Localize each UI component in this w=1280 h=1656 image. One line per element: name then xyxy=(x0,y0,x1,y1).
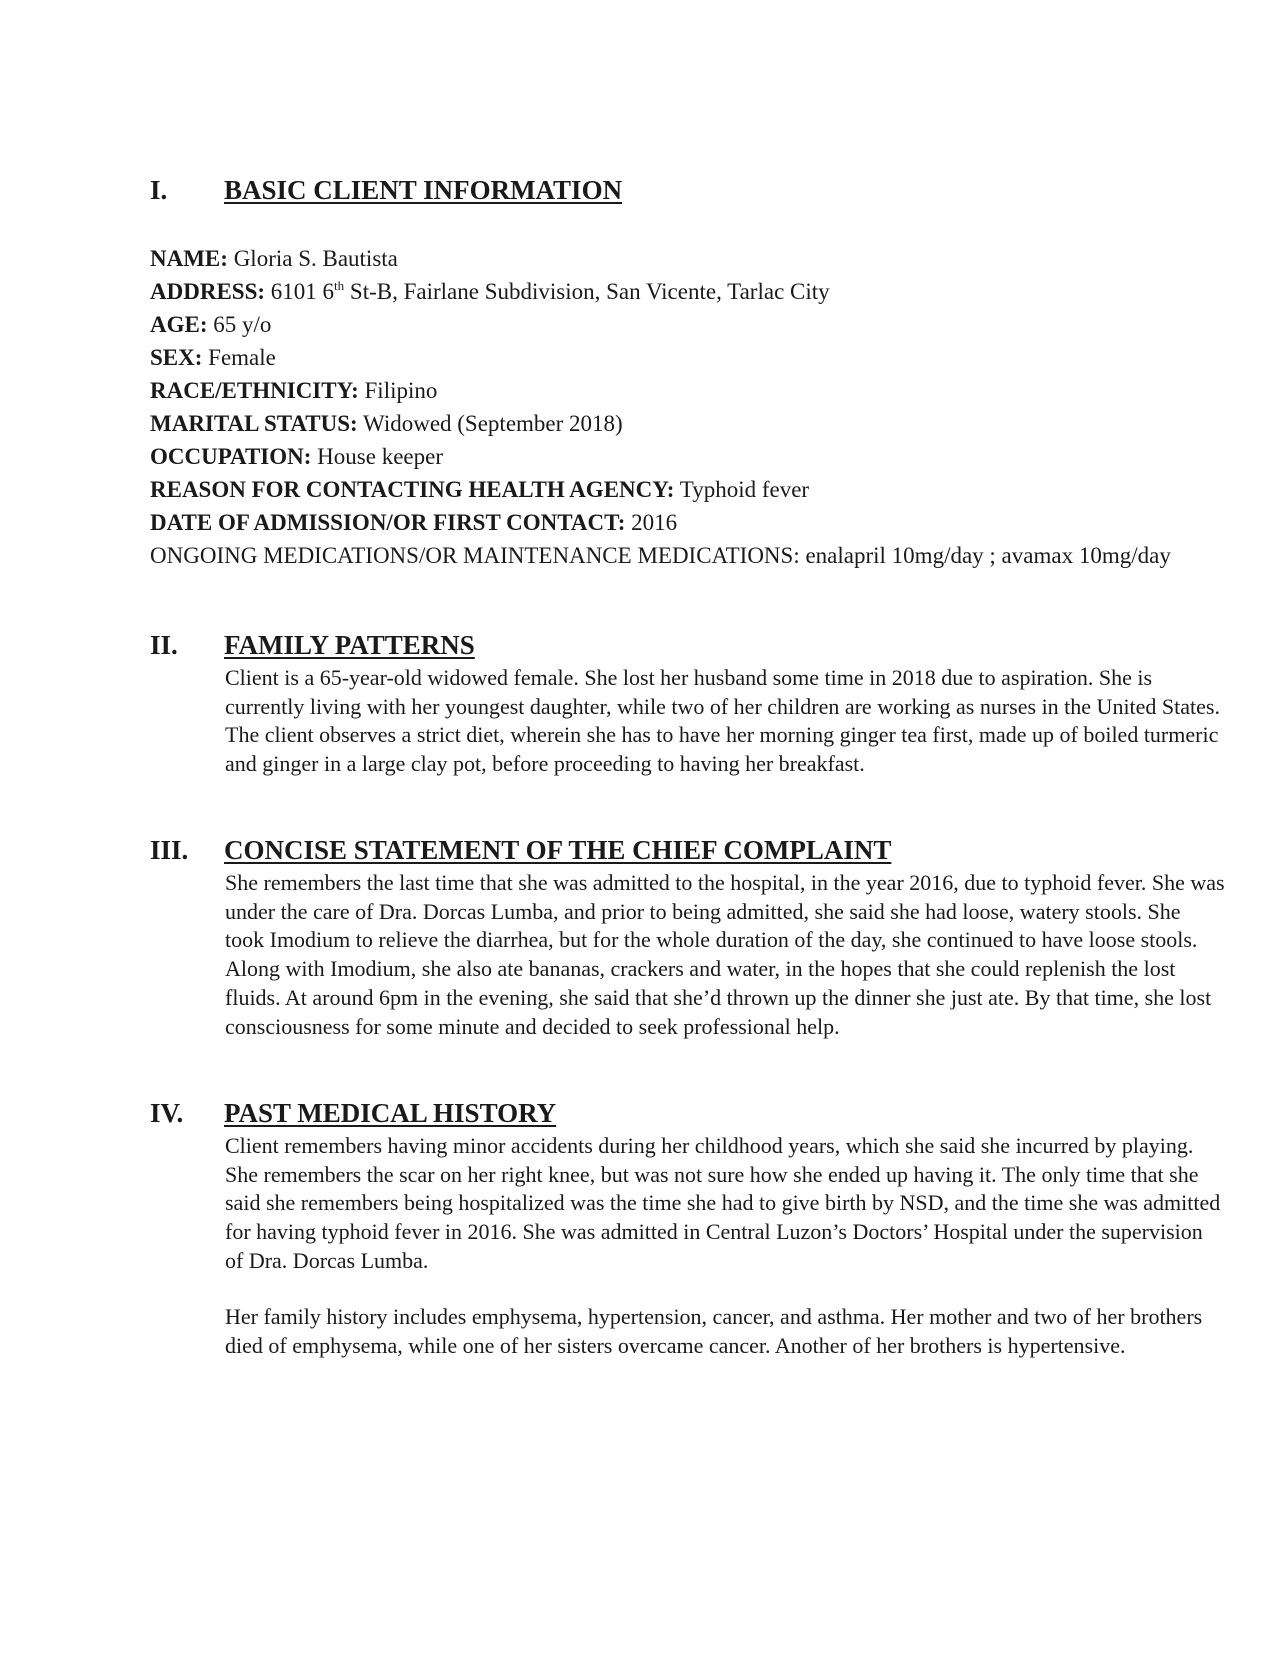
info-value: Female xyxy=(208,345,276,370)
info-label: NAME: xyxy=(150,246,228,271)
chief-complaint-paragraph: She remembers the last time that she was admitted to the hospital, in the year 2016, due to typhoid fever. She was under the care of Dra. Dorcas Lumba, and prior to being admitted, she said she had loose, watery stools. She took Imodium to relieve the diarrhea, but for the whole duration of the day, she continued to have loose stools. Along with Imodium, she also ate bananas, crackers and water, in the hopes that she could replenish the lost fluids. At around 6pm in the evening, she said that she’d thrown up the dinner she just ate. By that time, she lost consciousness for some minute and decided to seek professional help. xyxy=(225,870,1225,1039)
info-age xyxy=(150,308,1230,341)
section-heading-family-patterns xyxy=(150,630,475,661)
info-name xyxy=(150,242,1230,275)
info-label: AGE: xyxy=(150,312,208,337)
info-label: SEX: xyxy=(150,345,203,370)
info-address xyxy=(150,275,1230,308)
info-value: 2016 xyxy=(631,510,678,535)
section-number: I. xyxy=(150,175,168,205)
section-title: FAMILY PATTERNS xyxy=(224,630,475,660)
info-admission-date xyxy=(150,506,1230,539)
info-value: St-B, Fairlane Subdivision, San Vicente, Tarlac City xyxy=(349,279,830,304)
info-superscript: th xyxy=(334,278,345,293)
info-value: Filipino xyxy=(364,378,438,403)
info-medications: ONGOING MEDICATIONS/OR MAINTENANCE MEDICATIONS: enalapril 10mg/day ; avamax 10mg/day xyxy=(150,543,1171,568)
section-number: II. xyxy=(150,630,178,660)
info-value: Widowed (September 2018) xyxy=(363,411,623,436)
info-label: OCCUPATION: xyxy=(150,444,312,469)
info-label: DATE OF ADMISSION/OR FIRST CONTACT: xyxy=(150,510,626,535)
info-reason xyxy=(150,473,1230,506)
section-number: III. xyxy=(150,835,189,865)
info-marital-status xyxy=(150,407,1230,440)
info-value: 6101 6 xyxy=(270,279,335,304)
section-title: PAST MEDICAL HISTORY xyxy=(224,1098,557,1128)
info-value: 65 y/o xyxy=(213,312,272,337)
section-title: CONCISE STATEMENT OF THE CHIEF COMPLAINT xyxy=(224,835,892,865)
past-medical-history-paragraph: Client remembers having minor accidents during her childhood years, which she said she incurred by playing. She remembers the scar on her right knee, but was not sure how she ended up having it. The only time that she said she remembers being hospitalized was the time she had to give birth by NSD, and the time she was admitted for having typhoid fever in 2016. She was admitted in Central Luzon’s Doctors’ Hospital under the supervision of Dra. Dorcas Lumba. xyxy=(225,1133,1221,1273)
info-value: Gloria S. Bautista xyxy=(233,246,398,271)
info-value: Typhoid fever xyxy=(679,477,810,502)
section-heading-chief-complaint xyxy=(150,835,891,866)
family-patterns-paragraph: Client is a 65-year-old widowed female. She lost her husband some time in 2018 due to aspiration. She is currently living with her youngest daughter, while two of her children are working as nurses in the United States. The client observes a strict diet, wherein she has to have her morning ginger tea first, made up of boiled turmeric and ginger in a large clay pot, before proceeding to having her breakfast. xyxy=(225,665,1220,777)
info-label: MARITAL STATUS: xyxy=(150,411,358,436)
client-info-block xyxy=(150,242,1230,572)
info-occupation xyxy=(150,440,1230,473)
section-heading-past-medical-history xyxy=(150,1098,556,1129)
family-history-paragraph: Her family history includes emphysema, hypertension, cancer, and asthma. Her mother and two of her brothers died of emphysema, while one of her sisters overcame cancer. Another of her brothers is hypertensive. xyxy=(225,1304,1203,1358)
info-label: ADDRESS: xyxy=(150,279,266,304)
info-value: House keeper xyxy=(317,444,443,469)
info-label: RACE/ETHNICITY: xyxy=(150,378,359,403)
info-race xyxy=(150,374,1230,407)
section-heading-basic-info xyxy=(150,175,622,206)
section-title: BASIC CLIENT INFORMATION xyxy=(224,175,623,205)
section-number: IV. xyxy=(150,1098,184,1128)
info-label: REASON FOR CONTACTING HEALTH AGENCY: xyxy=(150,477,675,502)
info-sex xyxy=(150,341,1230,374)
